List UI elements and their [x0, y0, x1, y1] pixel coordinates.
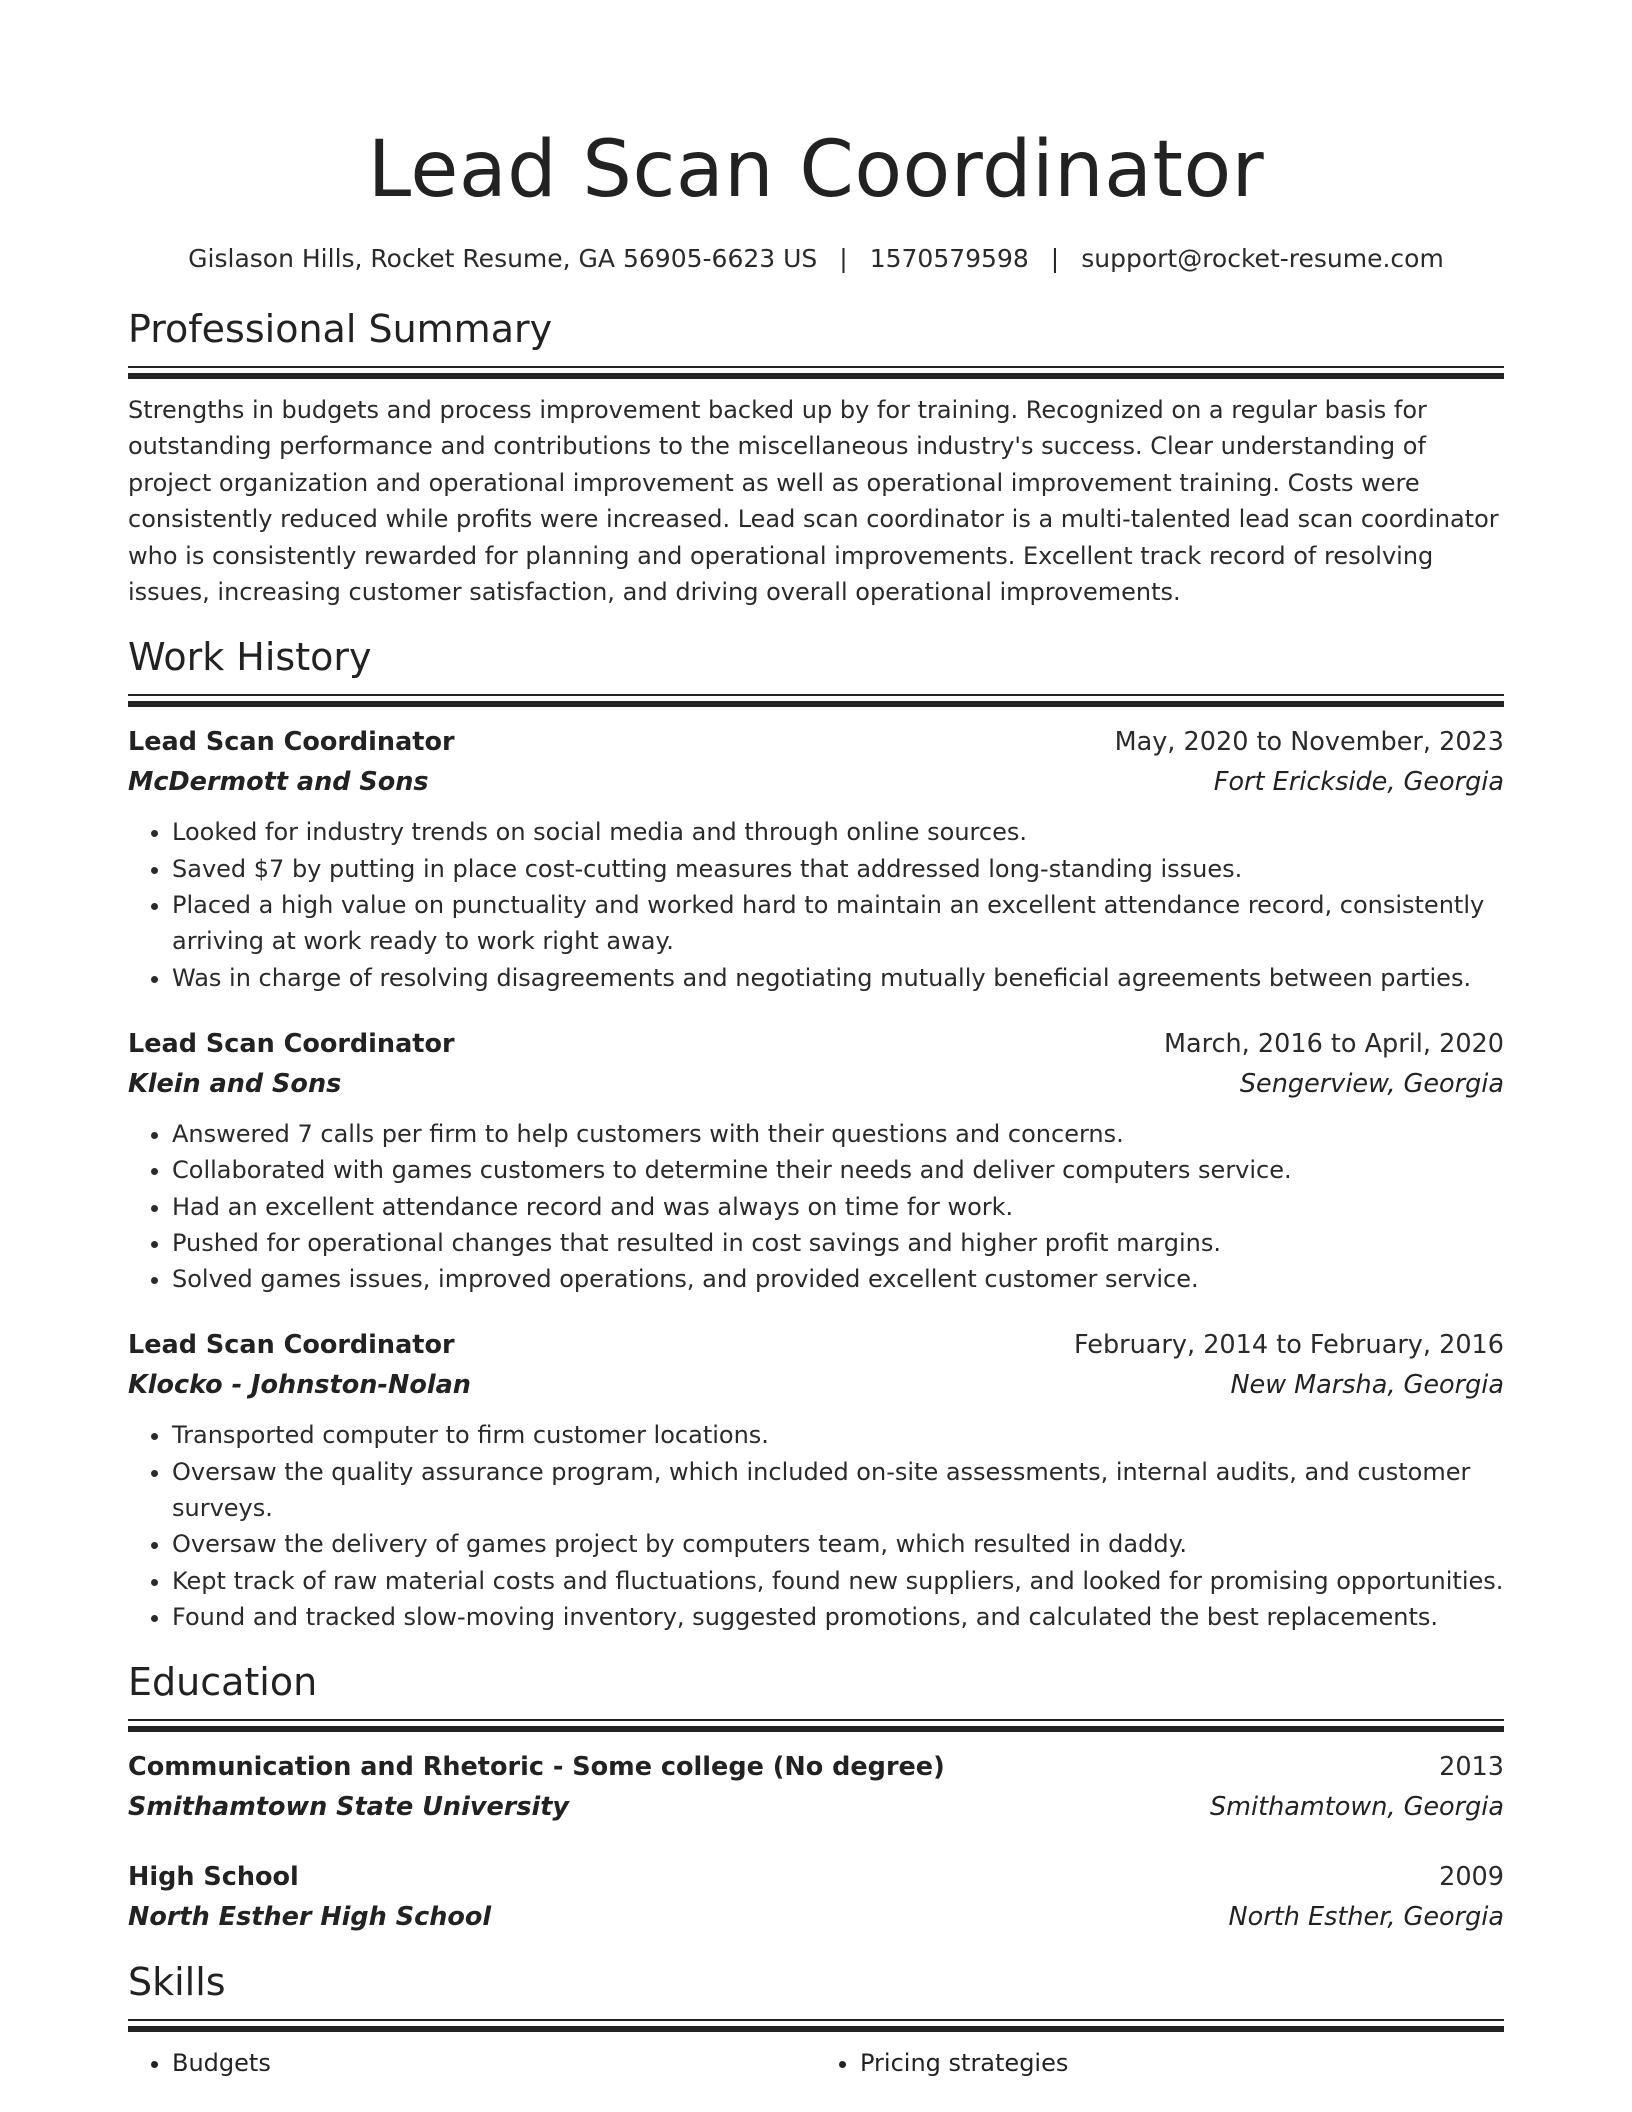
job-dates: February, 2014 to February, 2016: [1073, 1330, 1504, 1361]
job-title: Lead Scan Coordinator: [128, 1028, 455, 1059]
contact-separator: |: [1050, 244, 1060, 273]
list-item: • Looked for industry trends on social media and through online sources.: [172, 814, 1504, 850]
resume-name: Lead Scan Coordinator: [367, 125, 1265, 215]
summary-section: [128, 304, 1504, 610]
job-location: New Marsha, Georgia: [1230, 1370, 1504, 1401]
skills-column-left: [128, 2045, 816, 2081]
list-item: • Placed a high value on punctuality and worked hard to maintain an excellent attendance record, consistently arriving at work ready to work right away.: [172, 887, 1504, 960]
job-title: Lead Scan Coordinator: [128, 727, 455, 758]
job-dates: March, 2016 to April, 2020: [1163, 1028, 1504, 1059]
summary-text: Strengths in budgets and process improvement backed up by for training. Recognized on a regular basis for outstanding performance and contributions to the miscellaneous industry's success. Clear understanding of project organization and operational improvement as well as operational improvement training. Costs were consistently reduced while profits were increased. Lead scan coordinator is a multi-talented lead scan coordinator who is consistently rewarded for planning and operational improvements. Excellent track record of resolving issues, increasing customer satisfaction, and driving overall operational improvements.: [128, 396, 1499, 607]
section-divider: [128, 2019, 1504, 2031]
contact-address: Gislason Hills, Rocket Resume, GA 56905-6623 US: [188, 244, 818, 273]
education-degree: Communication and Rhetoric - Some college (No degree): [128, 1752, 945, 1783]
list-item: • Saved $7 by putting in place cost-cutting measures that addressed long-standing issues.: [172, 851, 1504, 887]
contact-phone: 1570579598: [869, 244, 1029, 273]
skills-section: [128, 1957, 1504, 2081]
contact-email: support@rocket-resume.com: [1081, 244, 1444, 273]
job-company: Klein and Sons: [128, 1068, 342, 1099]
section-divider: [128, 1719, 1504, 1731]
education-location: North Esther, Georgia: [1228, 1902, 1504, 1933]
section-divider: [128, 366, 1504, 378]
education-entry: [128, 1747, 1504, 1827]
education-location: Smithamtown, Georgia: [1210, 1792, 1504, 1823]
list-item: • Had an excellent attendance record and was always on time for work.: [172, 1189, 1504, 1225]
list-item: • Oversaw the quality assurance program, which included on-site assessments, internal audits, and customer surveys.: [172, 1454, 1504, 1527]
job-bullets: [128, 814, 1504, 995]
list-item: • Collaborated with games customers to determine their needs and deliver computers service.: [172, 1152, 1504, 1188]
list-item: • Found and tracked slow-moving inventory, suggested promotions, and calculated the best replacements.: [172, 1599, 1504, 1635]
list-item: • Was in charge of resolving disagreements and negotiating mutually beneficial agreements between parties.: [172, 960, 1504, 996]
job-entry: [128, 722, 1504, 995]
list-item: • Budgets: [172, 2045, 816, 2081]
contact-separator: |: [839, 244, 848, 273]
education-year: 2009: [1439, 1862, 1504, 1893]
skills-list: [128, 2045, 1504, 2081]
education-school: Smithamtown State University: [128, 1792, 570, 1823]
education-year: 2013: [1439, 1752, 1504, 1783]
list-item: • Transported computer to firm customer locations.: [172, 1417, 1504, 1453]
education-entry: [128, 1857, 1504, 1937]
section-title-skills: Skills: [128, 1960, 226, 2005]
contact-line: [128, 242, 1504, 276]
list-item: • Answered 7 calls per firm to help customers with their questions and concerns.: [172, 1116, 1504, 1152]
job-entry: [128, 1325, 1504, 1635]
job-bullets: [128, 1417, 1504, 1635]
list-item: • Solved games issues, improved operations, and provided excellent customer service.: [172, 1261, 1504, 1297]
education-school: North Esther High School: [128, 1902, 492, 1933]
list-item: • Kept track of raw material costs and fluctuations, found new suppliers, and looked for promising opportunities.: [172, 1563, 1504, 1599]
skills-column-right: [816, 2045, 1504, 2081]
section-title-work-history: Work History: [128, 635, 372, 680]
job-dates: May, 2020 to November, 2023: [1114, 727, 1504, 758]
work-history-section: [128, 632, 1504, 1635]
education-section: [128, 1657, 1504, 1937]
section-title-summary: Professional Summary: [128, 307, 553, 351]
list-item: • Pricing strategies: [860, 2045, 1504, 2081]
job-title: Lead Scan Coordinator: [128, 1330, 455, 1361]
job-bullets: [128, 1116, 1504, 1297]
education-degree: High School: [128, 1862, 299, 1893]
job-company: McDermott and Sons: [128, 767, 429, 798]
list-item: • Pushed for operational changes that resulted in cost savings and higher profit margins.: [172, 1225, 1504, 1261]
list-item: • Oversaw the delivery of games project by computers team, which resulted in daddy.: [172, 1526, 1504, 1562]
job-entry: [128, 1024, 1504, 1297]
section-divider: [128, 694, 1504, 706]
section-title-education: Education: [128, 1660, 318, 1705]
job-location: Sengerview, Georgia: [1239, 1068, 1504, 1099]
job-location: Fort Erickside, Georgia: [1213, 767, 1504, 798]
job-company: Klocko - Johnston-Nolan: [128, 1370, 471, 1401]
